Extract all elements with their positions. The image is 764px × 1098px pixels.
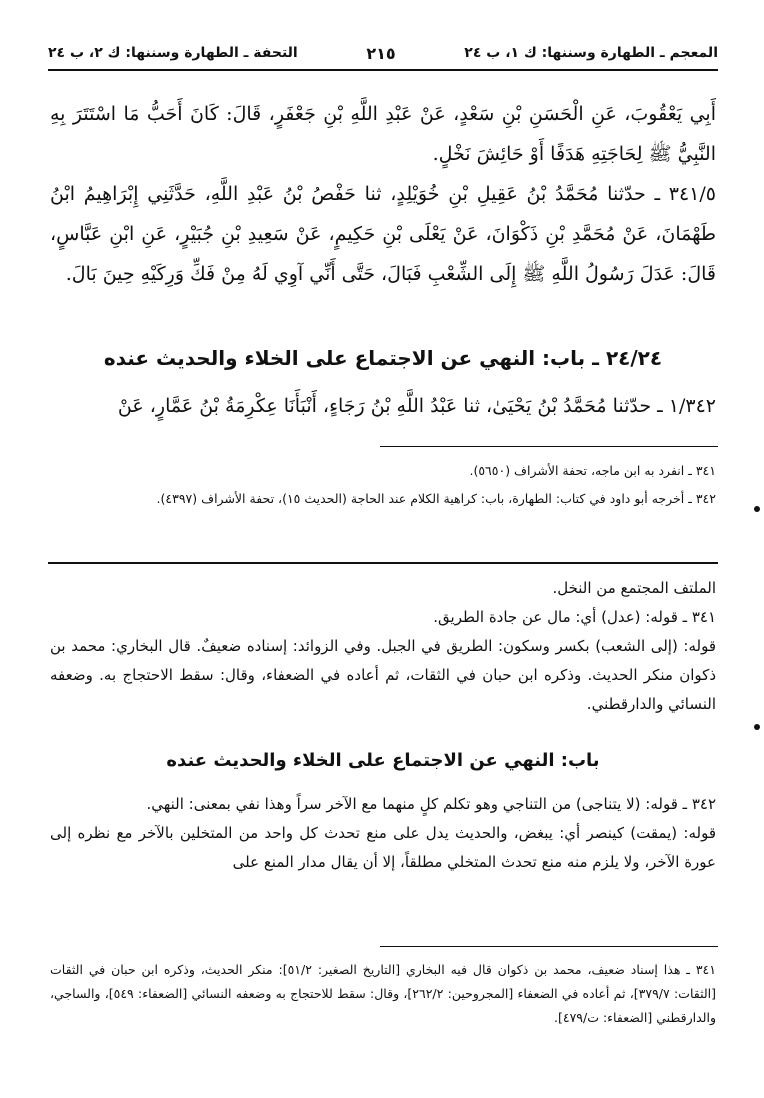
commentary-line-3: قوله: (إلى الشعب) بكسر وسكون: الطريق في الجبل. وفي الزوائد: إسناده ضعيفٌ. قال البخاري: محمد بن ذكوان منكر الحديث. وذكره ابن حبان في الثقات، ثم أعاده في الضعفاء، وقال: سقط الاحتجاج به. وضعفه النسائي والدارقطني. bbox=[50, 637, 716, 713]
commentary-lower bbox=[50, 790, 716, 877]
commentary-line-1: الملتف المجتمع من النخل. bbox=[552, 579, 716, 597]
running-header bbox=[48, 40, 718, 66]
header-right-title: المعجم ـ الطهارة وسننها: ك ١، ب ٢٤ bbox=[464, 45, 718, 61]
page-number: ٢١٥ bbox=[366, 43, 396, 63]
takhrij-rule bbox=[380, 446, 718, 447]
hadith-341: ٣٤١/٥ ـ حدّثنا مُحَمَّدُ بْنُ عَقِيلِ بْنِ خُوَيْلِدٍ، ثنا حَفْصُ بْنُ عَبْدِ اللَّهِ، حَدَّثَنِي إِبْرَاهِيمُ ابْنُ طَهْمَانَ، عَنْ مُحَمَّدِ بْنِ ذَكْوَانَ، عَنْ يَعْلَى بْنِ حَكِيمٍ، عَنْ سَعِيدِ بْنِ جُبَيْرٍ، عَنِ ابْنِ عَبَّاسٍ، قَالَ: عَدَلَ رَسُولُ اللَّهِ ﷺ إِلَى الشِّعْبِ فَبَالَ، حَتَّى أَنِّي آوِي لَهُ مِنْ فَكِّ وَرِكَيْهِ حِينَ بَالَ. bbox=[50, 183, 716, 285]
takhrij-note-342: ٣٤٢ ـ أخرجه أبو داود في كتاب: الطهارة، باب: كراهية الكلام عند الحاجة (الحديث ١٥)، تحفة الأشراف (٤٣٩٧). bbox=[156, 491, 716, 506]
hadith-upper bbox=[50, 94, 716, 294]
commentary-line-5: قوله: (يمقت) كينصر أي: يبغض، والحديث يدل على منع تحدث كل واحد من المتخلين بالآخر مع نظره إلى عورة الآخر، ولا يلزم منه منع تحدث المتخلي مطلقاً، إلا أن يقال مدار المنع على bbox=[50, 824, 716, 871]
hadith-340-continuation: أَبِي يَعْقُوبَ، عَنِ الْحَسَنِ بْنِ سَعْدٍ، عَنْ عَبْدِ اللَّهِ بْنِ جَعْفَرٍ، قَالَ: كَانَ أَحَبُّ مَا اسْتَتَرَ بِهِ النَّبِيُّ ﷺ لِحَاجَتِهِ هَدَفًا أَوْ حَائِشَ نَخْلٍ. bbox=[50, 103, 716, 165]
commentary-upper bbox=[50, 574, 716, 719]
margin-mark bbox=[754, 506, 760, 512]
header-left-title: التحفة ـ الطهارة وسننها: ك ٢، ب ٢٤ bbox=[48, 45, 298, 61]
bottom-note-341: ٣٤١ ـ هذا إسناد ضعيف، محمد بن ذكوان قال فيه البخاري [التاريخ الصغير: ٥١/٢]: منكر الحديث، وذكره ابن حبان في الثقات [الثقات: ٣٧٩/٧]، ثم أعاده في الضعفاء [المجروحين: ٢٦٢/٢]، وقال: سقط للاحتجاج به وضعفه النسائي [الضعفاء: ٥٤٩]، والساجي، والدارقطني [الضعفاء: ت/٤٧٩]. bbox=[50, 962, 717, 1025]
bottom-notes bbox=[50, 958, 716, 1030]
commentary-rule bbox=[48, 562, 718, 564]
header-rule bbox=[48, 69, 718, 71]
commentary-line-2: ٣٤١ ـ قوله: (عدل) أي: مال عن جادة الطريق. bbox=[433, 608, 716, 626]
chapter-title-commentary: باب: النهي عن الاجتماع على الخلاء والحديث عنده bbox=[166, 750, 600, 771]
margin-mark bbox=[754, 724, 760, 730]
commentary-line-4: ٣٤٢ ـ قوله: (لا يتناجى) من التناجي وهو تكلم كلٍ منهما مع الآخر سراً وهذا نفي بمعنى: النهي. bbox=[146, 795, 716, 813]
takhrij-notes bbox=[50, 460, 716, 516]
chapter-title-main: ٢٤/٢٤ ـ باب: النهي عن الاجتماع على الخلاء والحديث عنده bbox=[103, 346, 663, 370]
bottom-note-rule bbox=[380, 946, 718, 947]
hadith-342: ١/٣٤٢ ـ حدّثنا مُحَمَّدُ بْنُ يَحْيَىٰ، ثنا عَبْدُ اللَّهِ بْنُ رَجَاءٍ، أَنْبَأَنَا عِكْرِمَةُ بْنُ عَمَّارٍ، عَنْ bbox=[117, 395, 716, 417]
hadith-lower bbox=[50, 386, 716, 426]
takhrij-note-341: ٣٤١ ـ انفرد به ابن ماجه، تحفة الأشراف (٥٦٥٠). bbox=[469, 463, 716, 478]
